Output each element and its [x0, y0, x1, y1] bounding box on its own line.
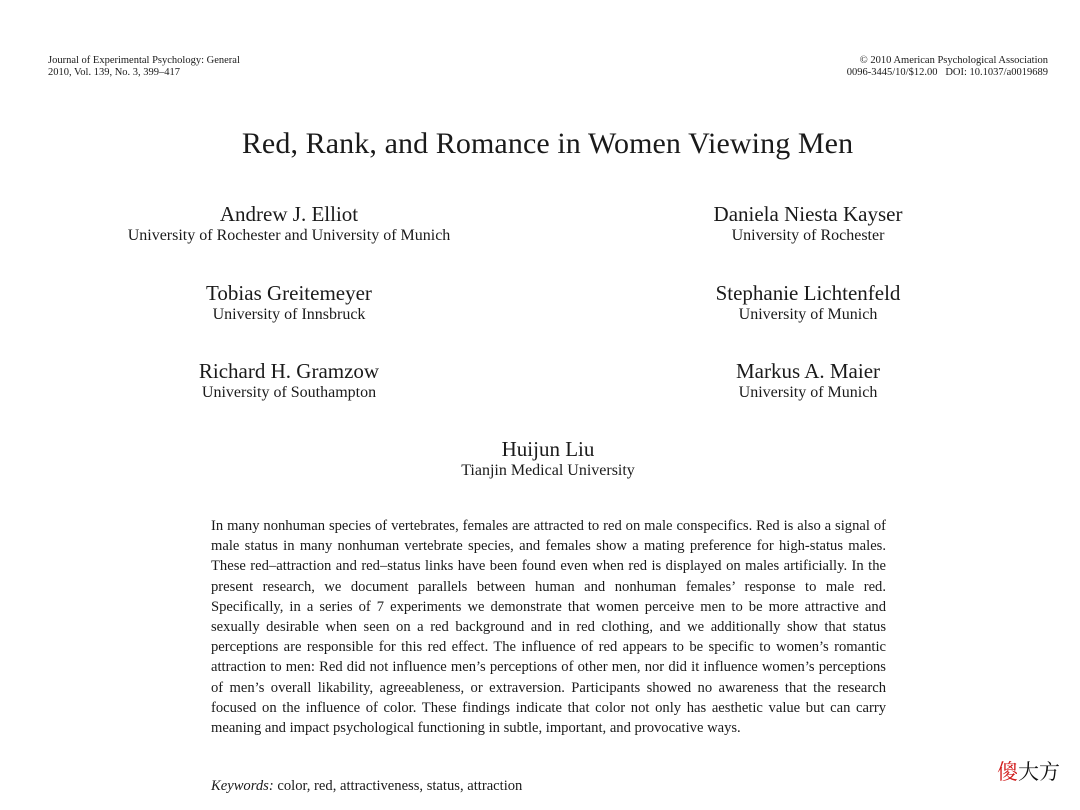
author-name: Richard H. Gramzow	[198, 359, 380, 383]
author-block	[686, 203, 930, 246]
author-affiliation: University of Rochester	[731, 227, 885, 244]
author-name: Markus A. Maier	[735, 359, 881, 383]
paper-title: Red, Rank, and Romance in Women Viewing Men	[241, 127, 854, 160]
keywords	[211, 778, 522, 795]
author-name: Huijun Liu	[501, 437, 595, 461]
author-affiliation: University of Southampton	[201, 384, 377, 401]
author-block	[686, 282, 930, 325]
doi-line: 0096-3445/10/$12.00 DOI: 10.1037/a0019689	[846, 67, 1048, 78]
keywords-text: color, red, attractiveness, status, attraction	[277, 778, 523, 794]
watermark-logo	[997, 756, 1060, 786]
journal-name: Journal of Experimental Psychology: General	[48, 55, 240, 66]
watermark-text: 大方	[1018, 760, 1060, 784]
author-block	[150, 360, 428, 403]
journal-volume: 2010, Vol. 139, No. 3, 399–417	[48, 67, 181, 78]
author-affiliation: University of Munich	[738, 306, 878, 323]
copyright-line: © 2010 American Psychological Association	[859, 55, 1048, 66]
keywords-label: Keywords:	[211, 778, 274, 794]
author-affiliation: Tianjin Medical University	[461, 462, 635, 479]
author-affiliation: University of Rochester and University of Munich	[127, 227, 451, 244]
author-block	[150, 282, 428, 325]
author-affiliation: University of Munich	[738, 384, 878, 401]
author-name: Andrew J. Elliot	[219, 202, 359, 226]
author-block	[92, 203, 486, 246]
author-block	[398, 438, 698, 481]
author-name: Tobias Greitemeyer	[206, 281, 372, 305]
journal-header	[48, 55, 240, 79]
abstract: In many nonhuman species of vertebrates, females are attracted to red on male conspecifics. Red is also a signal of male status in many nonhuman vertebrate species, and females show a mating preference for high-status males. These red–attraction and red–status links have been found even when red is displayed on males artificially. In the present research, we document parallels between human and nonhuman females’ response to male red. Specifically, in a series of 7 experiments we demonstrate that women perceive men to be more attractive and sexually desirable when seen on a red background and in red clothing, and we additionally show that status perceptions are responsible for this red effect. The influence of red appears to be specific to women’s romantic attraction to men: Red did not influence men’s perceptions of other men, nor did it influence women’s perceptions of men’s overall likability, agreeableness, or extraversion. Participants showed no awareness that the research focused on the influence of color. These findings indicate that color not only has aesthetic value but can carry meaning and impact psychological functioning in subtle, important, and provocative ways.	[211, 518, 886, 737]
author-name: Daniela Niesta Kayser	[713, 202, 903, 226]
author-name: Stephanie Lichtenfeld	[715, 281, 901, 305]
author-block	[686, 360, 930, 403]
watermark-red-char: 傻	[997, 760, 1018, 784]
copyright-header	[847, 55, 1048, 79]
author-affiliation: University of Innsbruck	[212, 306, 366, 323]
